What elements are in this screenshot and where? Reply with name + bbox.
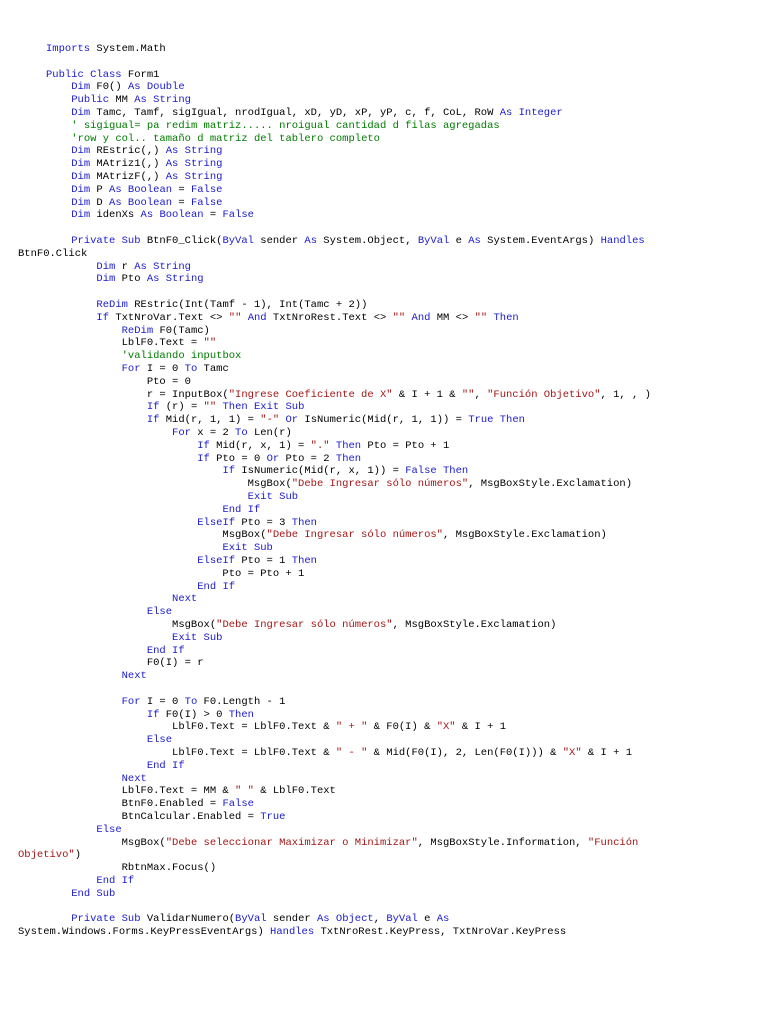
code-line xyxy=(46,107,563,120)
code-token: Pto xyxy=(115,273,147,286)
keyword-token: False xyxy=(190,196,223,209)
string-token: "." xyxy=(310,439,330,452)
code-token xyxy=(46,632,172,644)
code-token: Pto = 2 xyxy=(279,452,336,465)
code-token: Pto = 1 xyxy=(235,555,292,567)
code-token xyxy=(46,824,96,836)
code-line xyxy=(46,299,367,312)
keyword-token: False Then xyxy=(405,465,469,478)
code-line xyxy=(46,235,645,248)
code-token: , MsgBoxStyle.Information, xyxy=(417,836,588,849)
keyword-token: As Boolean xyxy=(140,209,204,222)
code-token xyxy=(46,645,147,657)
keyword-token: End If xyxy=(197,580,236,593)
keyword-token: For xyxy=(121,695,141,708)
code-line xyxy=(46,542,273,555)
string-token: "-" xyxy=(260,414,280,427)
code-token xyxy=(46,517,197,529)
code-line xyxy=(18,248,87,261)
code-line xyxy=(46,555,317,568)
code-token: System.Math xyxy=(90,43,166,55)
keyword-token: Exit Sub xyxy=(247,491,299,503)
code-token xyxy=(46,465,222,477)
keyword-token: As xyxy=(304,235,317,247)
code-token xyxy=(46,414,147,426)
comment-token: 'validando inputbox xyxy=(121,350,242,363)
code-token: System.EventArgs) xyxy=(480,235,601,247)
code-token xyxy=(46,158,71,170)
keyword-token: Dim xyxy=(96,273,116,286)
code-token xyxy=(46,261,96,273)
keyword-token: As String xyxy=(165,171,223,183)
code-token: r = InputBox( xyxy=(46,388,229,401)
code-token: BtnF0.Enabled = xyxy=(46,798,223,811)
keyword-token: True xyxy=(260,811,286,823)
code-token: MsgBox( xyxy=(46,619,217,631)
code-token xyxy=(46,120,71,132)
code-line xyxy=(46,606,172,619)
string-token: "X" xyxy=(562,747,582,759)
code-line xyxy=(46,709,254,722)
code-token: BtnF0.Click xyxy=(18,247,88,260)
code-token xyxy=(46,581,197,593)
code-token xyxy=(46,209,71,221)
code-line xyxy=(46,133,380,146)
keyword-token: Exit Sub xyxy=(222,542,273,555)
code-line xyxy=(46,632,222,645)
code-token xyxy=(46,171,71,183)
code-token: MsgBox( xyxy=(46,836,166,849)
code-token xyxy=(46,773,122,785)
keyword-token: As Integer xyxy=(499,107,563,119)
code-line xyxy=(46,43,166,56)
code-line xyxy=(46,69,159,82)
code-token: & I + 1 xyxy=(455,721,507,734)
keyword-token: End If xyxy=(146,759,185,772)
keyword-token: Or xyxy=(285,414,299,427)
keyword-token: To xyxy=(184,363,198,375)
code-token: Tamc, Tamf, sigIgual, nrodIgual, xD, yD, xP, yP, c, f, CoL, RoW xyxy=(90,107,500,119)
code-token: , MsgBoxStyle.Exclamation) xyxy=(442,529,607,542)
code-token: Pto = 0 xyxy=(46,375,191,388)
code-line xyxy=(46,491,298,504)
code-line xyxy=(46,504,260,517)
code-token xyxy=(46,427,172,439)
code-token: Pto = 3 xyxy=(235,516,292,529)
code-token: , 1, , ) xyxy=(600,388,651,401)
keyword-token: For xyxy=(172,427,191,439)
string-token: "" xyxy=(461,388,475,401)
keyword-token: As String xyxy=(165,145,223,158)
code-token: , MsgBoxStyle.Exclamation) xyxy=(392,619,557,631)
string-token: "X" xyxy=(436,721,456,734)
keyword-token: As xyxy=(436,913,450,926)
code-line xyxy=(46,312,519,325)
string-token: "" xyxy=(392,311,406,324)
code-token: F0(Tamc) xyxy=(153,324,210,337)
code-token xyxy=(46,197,71,209)
code-token: F0(I) = r xyxy=(46,657,204,670)
code-line xyxy=(46,440,449,453)
code-token xyxy=(46,913,71,925)
string-token: Objetivo" xyxy=(18,849,75,862)
code-line xyxy=(46,389,651,402)
keyword-token: Dim xyxy=(71,81,91,94)
string-token: "Debe Ingresar sólo números" xyxy=(291,478,469,491)
code-token: MM xyxy=(109,94,135,107)
code-token xyxy=(46,299,96,311)
code-line xyxy=(46,158,222,171)
code-line xyxy=(46,593,197,606)
comment-token: ' sigigual= pa redim matriz..... nroigual cantidad d filas agregadas xyxy=(71,119,500,132)
code-token: BtnF0_Click( xyxy=(140,235,223,247)
code-line xyxy=(18,849,81,862)
keyword-token: Then xyxy=(291,516,317,529)
keyword-token: And xyxy=(247,311,267,324)
string-token: " + " xyxy=(335,721,368,734)
code-token xyxy=(46,593,172,605)
code-token xyxy=(46,184,71,196)
code-token xyxy=(46,734,147,746)
code-token: & LblF0.Text xyxy=(253,785,336,798)
code-token: , xyxy=(373,913,387,926)
code-token xyxy=(46,440,197,452)
code-token xyxy=(46,888,71,900)
string-token: "Función Objetivo" xyxy=(487,388,601,401)
code-line xyxy=(46,670,147,683)
code-token: System.Object, xyxy=(317,235,418,247)
keyword-token: Next xyxy=(121,772,147,785)
code-token: TxtNroRest.KeyPress, TxtNroVar.KeyPress xyxy=(314,926,567,939)
code-token: ValidarNumero( xyxy=(140,913,236,926)
code-line xyxy=(46,645,185,658)
code-line xyxy=(46,824,122,837)
code-token xyxy=(46,542,222,554)
code-token: Mid(r, 1, 1) = xyxy=(159,414,261,427)
code-token: LblF0.Text = MM & xyxy=(46,785,236,798)
string-token: "Debe seleccionar Maximizar o Minimizar" xyxy=(165,836,418,849)
keyword-token: ByVal xyxy=(235,913,267,926)
keyword-token: As String xyxy=(165,158,223,171)
code-line xyxy=(46,875,134,888)
code-token xyxy=(46,81,71,93)
keyword-token: Then xyxy=(228,708,254,721)
code-token: idenXs xyxy=(90,209,141,222)
keyword-token: End Sub xyxy=(71,887,116,900)
code-token: & Mid(F0(I), 2, Len(F0(I))) & xyxy=(367,747,563,759)
code-token xyxy=(46,145,71,157)
code-token xyxy=(46,312,96,324)
code-token xyxy=(46,453,197,465)
keyword-token: If xyxy=(146,401,160,414)
code-token: x = 2 xyxy=(190,427,236,439)
code-line xyxy=(46,619,556,632)
code-token: e xyxy=(417,913,437,926)
code-line xyxy=(46,261,191,274)
code-token: TxtNroRest.Text <> xyxy=(266,311,393,324)
code-token: & F0(I) & xyxy=(367,721,437,734)
code-token: (r) = xyxy=(159,401,204,414)
code-token xyxy=(46,709,147,721)
string-token: " " xyxy=(235,785,254,798)
string-token: "Debe Ingresar sólo números" xyxy=(216,619,393,631)
code-token: = xyxy=(203,209,223,222)
code-line xyxy=(46,414,525,427)
keyword-token: Dim xyxy=(71,196,91,209)
keyword-token: ReDim xyxy=(96,299,128,311)
keyword-token: Dim xyxy=(96,260,116,273)
code-line xyxy=(46,350,241,363)
code-line xyxy=(46,734,172,747)
keyword-token: Private Sub xyxy=(71,913,141,926)
keyword-token: Public xyxy=(71,94,110,107)
keyword-token: As String xyxy=(134,94,191,107)
string-token: "" xyxy=(203,401,217,414)
keyword-token: Next xyxy=(121,670,147,683)
code-token: Pto = Pto + 1 xyxy=(46,567,305,580)
keyword-token: ElseIf xyxy=(197,555,236,567)
keyword-token: False xyxy=(190,183,223,196)
code-token: TxtNroVar.Text <> xyxy=(109,311,229,324)
code-line xyxy=(46,120,500,133)
keyword-token: ByVal xyxy=(386,913,418,926)
string-token: "" xyxy=(228,311,242,324)
code-line xyxy=(46,837,638,850)
keyword-token: False xyxy=(222,798,254,811)
code-token: sender xyxy=(266,913,317,926)
keyword-token: Public Class xyxy=(46,68,122,81)
code-token xyxy=(46,325,122,337)
code-token xyxy=(46,670,122,682)
code-line xyxy=(46,325,210,338)
string-token: "Función xyxy=(587,836,639,849)
code-token xyxy=(46,107,71,119)
keyword-token: Or xyxy=(266,452,280,465)
code-token: , xyxy=(474,388,488,401)
keyword-token: ElseIf xyxy=(197,516,236,529)
code-line xyxy=(46,747,632,760)
code-line xyxy=(46,478,632,491)
keyword-token: Else xyxy=(146,734,173,747)
code-token xyxy=(46,235,71,247)
keyword-token: To xyxy=(235,427,248,439)
code-token: MsgBox( xyxy=(46,478,292,491)
code-line xyxy=(46,209,254,222)
keyword-token: End If xyxy=(96,875,135,887)
code-token: BtnCalcular.Enabled = xyxy=(46,811,261,823)
keyword-token: Exit Sub xyxy=(172,631,223,644)
code-token: IsNumeric(Mid(r, 1, 1)) = xyxy=(298,414,469,427)
code-token: & I + 1 & xyxy=(392,388,462,401)
keyword-token: Else xyxy=(146,606,173,619)
code-line xyxy=(46,773,147,786)
code-line xyxy=(46,811,285,824)
keyword-token: Dim xyxy=(71,209,91,222)
keyword-token: As String xyxy=(146,273,204,286)
keyword-token: To xyxy=(184,695,198,708)
keyword-token: Handles xyxy=(600,235,645,247)
code-token xyxy=(46,94,71,106)
keyword-token: Dim xyxy=(71,145,91,158)
code-line xyxy=(46,581,235,594)
keyword-token: End If xyxy=(222,503,261,516)
code-token: Len(r) xyxy=(247,427,292,439)
keyword-token: Dim xyxy=(71,183,91,196)
code-token: RbtnMax.Focus() xyxy=(46,862,217,875)
keyword-token: Then Exit Sub xyxy=(222,401,305,414)
keyword-token: Then xyxy=(335,452,362,465)
string-token: "Debe Ingresar sólo números" xyxy=(266,529,443,542)
keyword-token: End If xyxy=(146,644,185,657)
code-line xyxy=(46,81,185,94)
code-token: = xyxy=(172,183,191,196)
code-token: REstric(Int(Tamf - 1), Int(Tamc + 2)) xyxy=(127,299,368,311)
code-line xyxy=(46,94,191,107)
keyword-token: ReDim xyxy=(121,324,154,337)
code-token: ) xyxy=(74,849,82,862)
code-token: F0() xyxy=(90,81,128,94)
code-token: Pto = Pto + 1 xyxy=(361,439,450,452)
keyword-token: As Object xyxy=(316,913,374,926)
code-token: & I + 1 xyxy=(581,747,633,759)
string-token: "" xyxy=(474,311,488,324)
code-token: D xyxy=(90,196,110,209)
code-line xyxy=(46,721,506,734)
code-token: P xyxy=(90,183,110,196)
code-token: Pto = 0 xyxy=(209,452,267,465)
string-token: "Ingrese Coeficiente de X" xyxy=(228,388,393,401)
keyword-token: Then xyxy=(493,311,519,324)
keyword-token: Then xyxy=(335,439,362,452)
code-token: Form1 xyxy=(121,68,160,81)
code-line xyxy=(46,363,229,376)
code-line xyxy=(46,465,468,478)
code-token: MAtrizF(,) xyxy=(90,171,166,183)
code-token: MsgBox( xyxy=(46,529,267,542)
keyword-token: ByVal xyxy=(417,235,450,247)
code-line xyxy=(46,453,361,466)
code-token xyxy=(46,555,197,567)
keyword-token: If xyxy=(96,311,110,324)
code-token xyxy=(46,401,147,413)
code-line xyxy=(46,171,222,184)
comment-token: 'row y col.. tamaño d matriz del tablero completo xyxy=(71,132,380,145)
code-token: F0.Length - 1 xyxy=(197,695,286,708)
code-line xyxy=(46,696,285,709)
code-line xyxy=(46,785,336,798)
keyword-token: True Then xyxy=(468,414,525,427)
code-token: Tamc xyxy=(197,363,229,375)
keyword-token: Dim xyxy=(71,171,91,183)
keyword-token: Dim xyxy=(71,107,91,119)
keyword-token: Private Sub xyxy=(71,235,141,247)
code-token: IsNumeric(Mid(r, x, 1)) = xyxy=(235,465,406,478)
code-line xyxy=(46,913,449,926)
keyword-token: If xyxy=(146,414,160,427)
keyword-token: As Double xyxy=(127,81,185,94)
keyword-token: Else xyxy=(96,823,122,836)
keyword-token: If xyxy=(197,439,210,452)
keyword-token: As Boolean xyxy=(109,183,173,196)
keyword-token: And xyxy=(411,311,431,324)
code-line xyxy=(46,529,607,542)
keyword-token: As xyxy=(468,235,481,247)
code-token xyxy=(46,760,147,772)
code-token: = xyxy=(172,196,191,209)
code-token: Mid(r, x, 1) = xyxy=(209,439,311,452)
code-line xyxy=(46,760,185,773)
code-token xyxy=(46,606,147,618)
code-line xyxy=(46,427,292,440)
code-token: F0(I) > 0 xyxy=(159,708,229,721)
code-token: LblF0.Text = xyxy=(46,337,204,350)
keyword-token: False xyxy=(222,209,254,222)
code-line xyxy=(18,926,566,939)
code-token: MAtriz1(,) xyxy=(90,158,166,171)
keyword-token: ByVal xyxy=(222,235,254,247)
keyword-token: If xyxy=(197,452,210,465)
code-token: I = 0 xyxy=(140,695,185,708)
code-token: MM <> xyxy=(430,311,475,324)
code-line xyxy=(46,888,115,901)
code-line xyxy=(46,145,222,158)
code-token: sender xyxy=(253,235,305,247)
code-token: REstric(,) xyxy=(90,145,166,158)
string-token: "" xyxy=(203,337,217,350)
code-line xyxy=(46,568,304,581)
code-line xyxy=(46,184,222,197)
code-token xyxy=(46,696,122,708)
code-line xyxy=(46,517,317,530)
code-token: r xyxy=(115,260,135,273)
keyword-token: Dim xyxy=(71,158,91,171)
code-token: I = 0 xyxy=(140,363,185,375)
code-token xyxy=(46,350,122,362)
keyword-token: As String xyxy=(134,260,191,273)
code-token: LblF0.Text = LblF0.Text & xyxy=(46,747,336,759)
code-line xyxy=(46,273,204,286)
code-token xyxy=(46,491,248,503)
code-token xyxy=(46,273,96,285)
code-line xyxy=(46,798,254,811)
keyword-token: Imports xyxy=(46,43,91,55)
keyword-token: As Boolean xyxy=(109,196,173,209)
code-line xyxy=(46,862,216,875)
code-line xyxy=(46,657,204,670)
keyword-token: For xyxy=(121,363,141,375)
code-token xyxy=(46,875,96,887)
string-token: " - " xyxy=(335,747,368,759)
keyword-token: If xyxy=(222,465,236,478)
code-token: , MsgBoxStyle.Exclamation) xyxy=(468,478,633,491)
code-token: e xyxy=(449,235,469,247)
code-line xyxy=(46,197,222,210)
code-line xyxy=(46,337,216,350)
code-token xyxy=(46,504,222,516)
code-token xyxy=(46,363,122,375)
keyword-token: Then xyxy=(291,555,317,567)
code-line xyxy=(46,376,191,389)
code-token: System.Windows.Forms.KeyPressEventArgs) xyxy=(18,926,271,939)
code-token: LblF0.Text = LblF0.Text & xyxy=(46,721,336,734)
code-token xyxy=(46,133,71,145)
keyword-token: If xyxy=(146,708,160,721)
keyword-token: Handles xyxy=(270,926,315,939)
code-line xyxy=(46,401,304,414)
keyword-token: Next xyxy=(172,593,198,606)
